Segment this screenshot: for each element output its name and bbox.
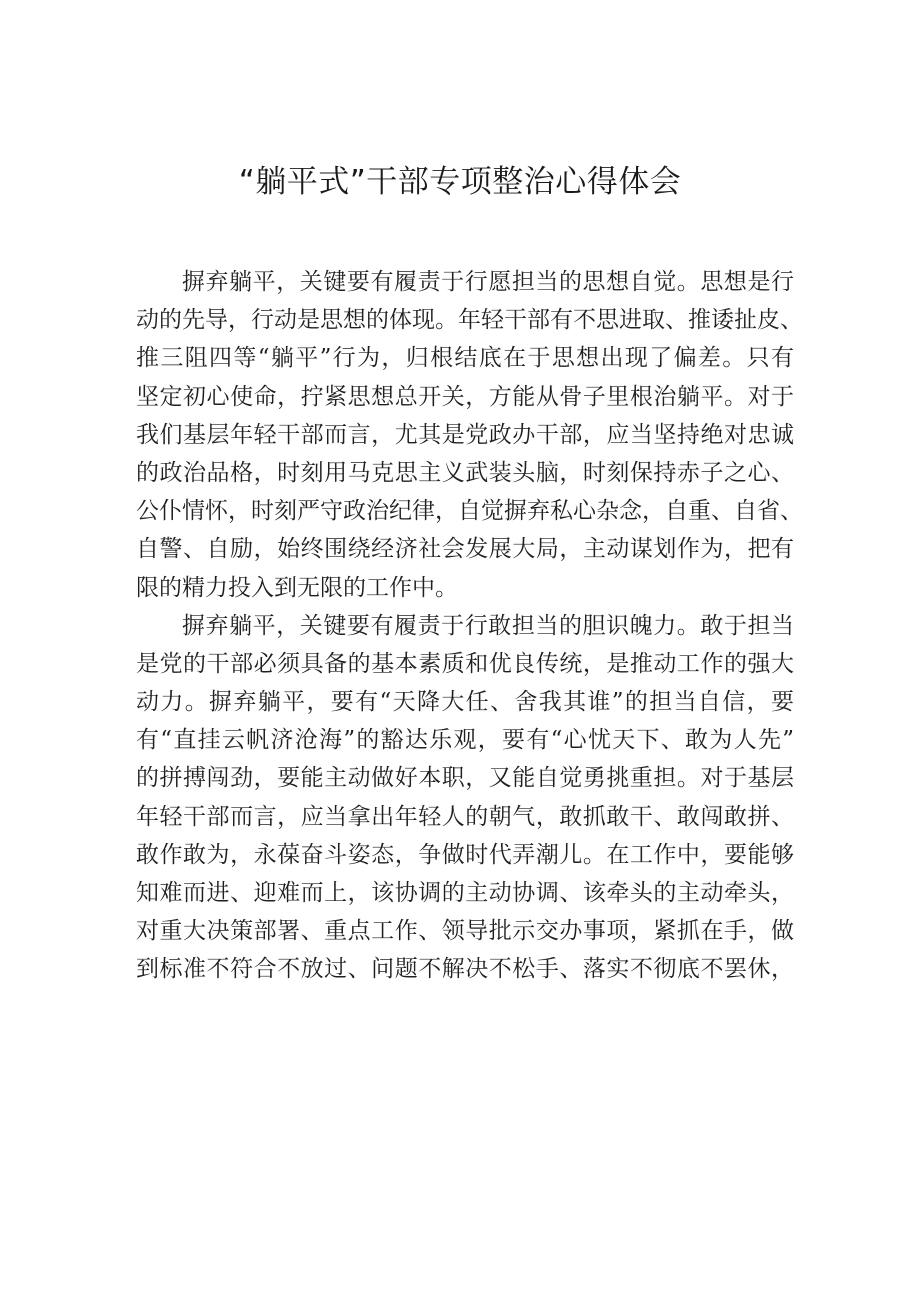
paragraph-2-line-3: 动力。摒弃躺平，要有“天降大任、舍我其谁”的担当自信，要 bbox=[136, 689, 794, 716]
paragraph-2-line-9: 对重大决策部署、重点工作、领导批示交办事项，紧抓在手，做 bbox=[136, 918, 794, 945]
paragraph-2-line-5: 的拼搏闯劲，要能主动做好本职，又能自觉勇挑重担。对于基层 bbox=[136, 765, 794, 792]
document-title: “躺平式”干部专项整治心得体会 bbox=[238, 164, 682, 200]
paragraph-1-line-8: 自警、自励，始终围绕经济社会发展大局，主动谋划作为，把有 bbox=[136, 536, 794, 563]
paragraph-1-line-6: 的政治品格，时刻用马克思主义武装头脑，时刻保持赤子之心、 bbox=[136, 459, 794, 486]
paragraph-2-line-6: 年轻干部而言，应当拿出年轻人的朝气，敢抓敢干、敢闯敢拼、 bbox=[136, 803, 794, 830]
paragraph-1 bbox=[136, 263, 803, 607]
paragraph-1-line-4: 坚定初心使命，拧紧思想总开关，方能从骨子里根治躺平。对于 bbox=[136, 383, 794, 410]
paragraph-2-line-8: 知难而进、迎难而上，该协调的主动协调、该牵头的主动牵头， bbox=[136, 880, 794, 906]
paragraph-1-line-3: 推三阻四等“躺平”行为，归根结底在于思想出现了偏差。只有 bbox=[136, 345, 794, 372]
paragraph-2-line-1: 摒弃躺平，关键要有履责于行敢担当的胆识魄力。敢于担当 bbox=[182, 612, 794, 639]
paragraph-1-line-5: 我们基层年轻干部而言，尤其是党政办干部，应当坚持绝对忠诚 bbox=[136, 421, 794, 448]
paragraph-1-line-7: 公仆情怀，时刻严守政治纪律，自觉摒弃私心杂念，自重、自省、 bbox=[136, 498, 803, 525]
paragraph-2-line-4: 有“直挂云帆济沧海”的豁达乐观，要有“心忧天下、敢为人先” bbox=[136, 727, 794, 754]
paragraph-2-line-10: 到标准不符合不放过、问题不解决不松手、落实不彻底不罢休， bbox=[136, 956, 794, 983]
paragraph-1-line-2: 动的先导，行动是思想的体现。年轻干部有不思进取、推诿扯皮、 bbox=[136, 307, 803, 334]
paragraph-1-line-9: 限的精力投入到无限的工作中。 bbox=[136, 574, 458, 601]
paragraph-2 bbox=[136, 607, 794, 989]
document-body bbox=[136, 263, 803, 989]
paragraph-2-line-2: 是党的干部必须具备的基本素质和优良传统，是推动工作的强大 bbox=[136, 650, 794, 677]
paragraph-2-line-7: 敢作敢为，永葆奋斗姿态，争做时代弄潮儿。在工作中，要能够 bbox=[136, 841, 794, 868]
paragraph-1-line-1: 摒弃躺平，关键要有履责于行愿担当的思想自觉。思想是行 bbox=[182, 269, 794, 295]
